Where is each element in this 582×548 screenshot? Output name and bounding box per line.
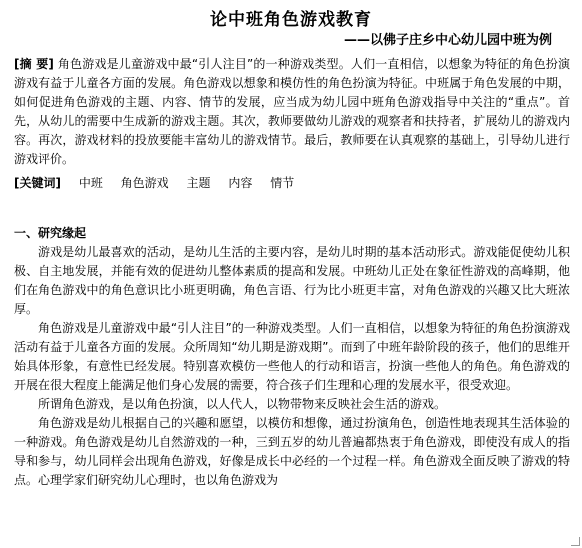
section-heading: 一、研究缘起 bbox=[14, 226, 87, 240]
body-paragraph: 所谓角色游戏，是以角色扮演，以人代人，以物带物来反映社会生活的游戏。 bbox=[38, 397, 447, 411]
body-paragraph: 游戏是幼儿最喜欢的活动，是幼儿生活的主要内容，是幼儿时期的基本活动形式。游戏能促使幼儿积极、自主地发展，并能有效的促进幼儿整体素质的提高和发展。中班幼儿正处在象征性游戏的高峰期，他们在角色游戏中的角色意识比小班更明确，角色言语、行为比小班更丰富，对角色游戏的兴趣又比大班浓厚。 bbox=[14, 245, 570, 316]
abstract-text: 角色游戏是儿童游戏中最“引人注目”的一种游戏类型。人们一直相信，以想象为特征的角色扮演游戏有益于儿童各方面的发展。角色游戏以想象和模仿性的角色扮演为特征。中班属于角色发展的中期，如何促进角色游戏的主题、内容、情节的发展，应当成为幼儿园中班角色游戏指导中关注的“重点”。首先，从幼儿的需要中生成新的游戏主题。其次，教师要做幼儿游戏的观察者和扶持者，扩展幼儿的游戏内容。再次，游戏材料的投放要能丰富幼儿的游戏情节。最后，教师要在认真观察的基础上，引导幼儿进行游戏评价。 bbox=[14, 57, 570, 166]
keywords-label: [关键词] bbox=[14, 176, 61, 190]
keyword-item: 情节 bbox=[270, 176, 295, 190]
keyword-item: 中班 bbox=[78, 176, 103, 190]
keywords-line bbox=[14, 174, 570, 193]
document-title: 论中班角色游戏教育 bbox=[210, 10, 372, 30]
keyword-item: 主题 bbox=[186, 176, 211, 190]
body-paragraph: 角色游戏是幼儿根据自己的兴趣和愿望，以模仿和想像，通过扮演角色，创造性地表现其生活体验的一种游戏。角色游戏是幼儿自然游戏的一种，三到五岁的幼儿普遍都热衷于角色游戏，即使没有成人的指导和参与，幼儿同样会出现角色游戏，好像是成长中必经的一个过程一样。角色游戏全面反映了游戏的特点。心理学家们研究幼儿心理时，也以角色游戏为 bbox=[14, 416, 570, 487]
abstract-paragraph bbox=[14, 55, 570, 169]
body-paragraph: 角色游戏是儿童游戏中最“引人注目”的一种游戏类型。人们一直相信，以想象为特征的角色扮演游戏活动有益于儿童各方面的发展。众所周知“幼儿期是游戏期”。而到了中班年龄阶段的孩子，他们的思维开始具体形象，有意性已经发展。特别喜欢模仿一些他人的行动和语言，扮演一些他人的角色。角色游戏的开展在很大程度上能满足他们身心发展的需要，符合孩子们生理和心理的发展水平，很受欢迎。 bbox=[14, 321, 570, 392]
corner-marker bbox=[571, 537, 580, 546]
document-subtitle: ——以佛子庄乡中心幼儿园中班为例 bbox=[343, 33, 552, 48]
abstract-label: [摘 要] bbox=[14, 57, 54, 71]
keyword-item: 内容 bbox=[228, 176, 253, 190]
keyword-item: 角色游戏 bbox=[120, 176, 169, 190]
